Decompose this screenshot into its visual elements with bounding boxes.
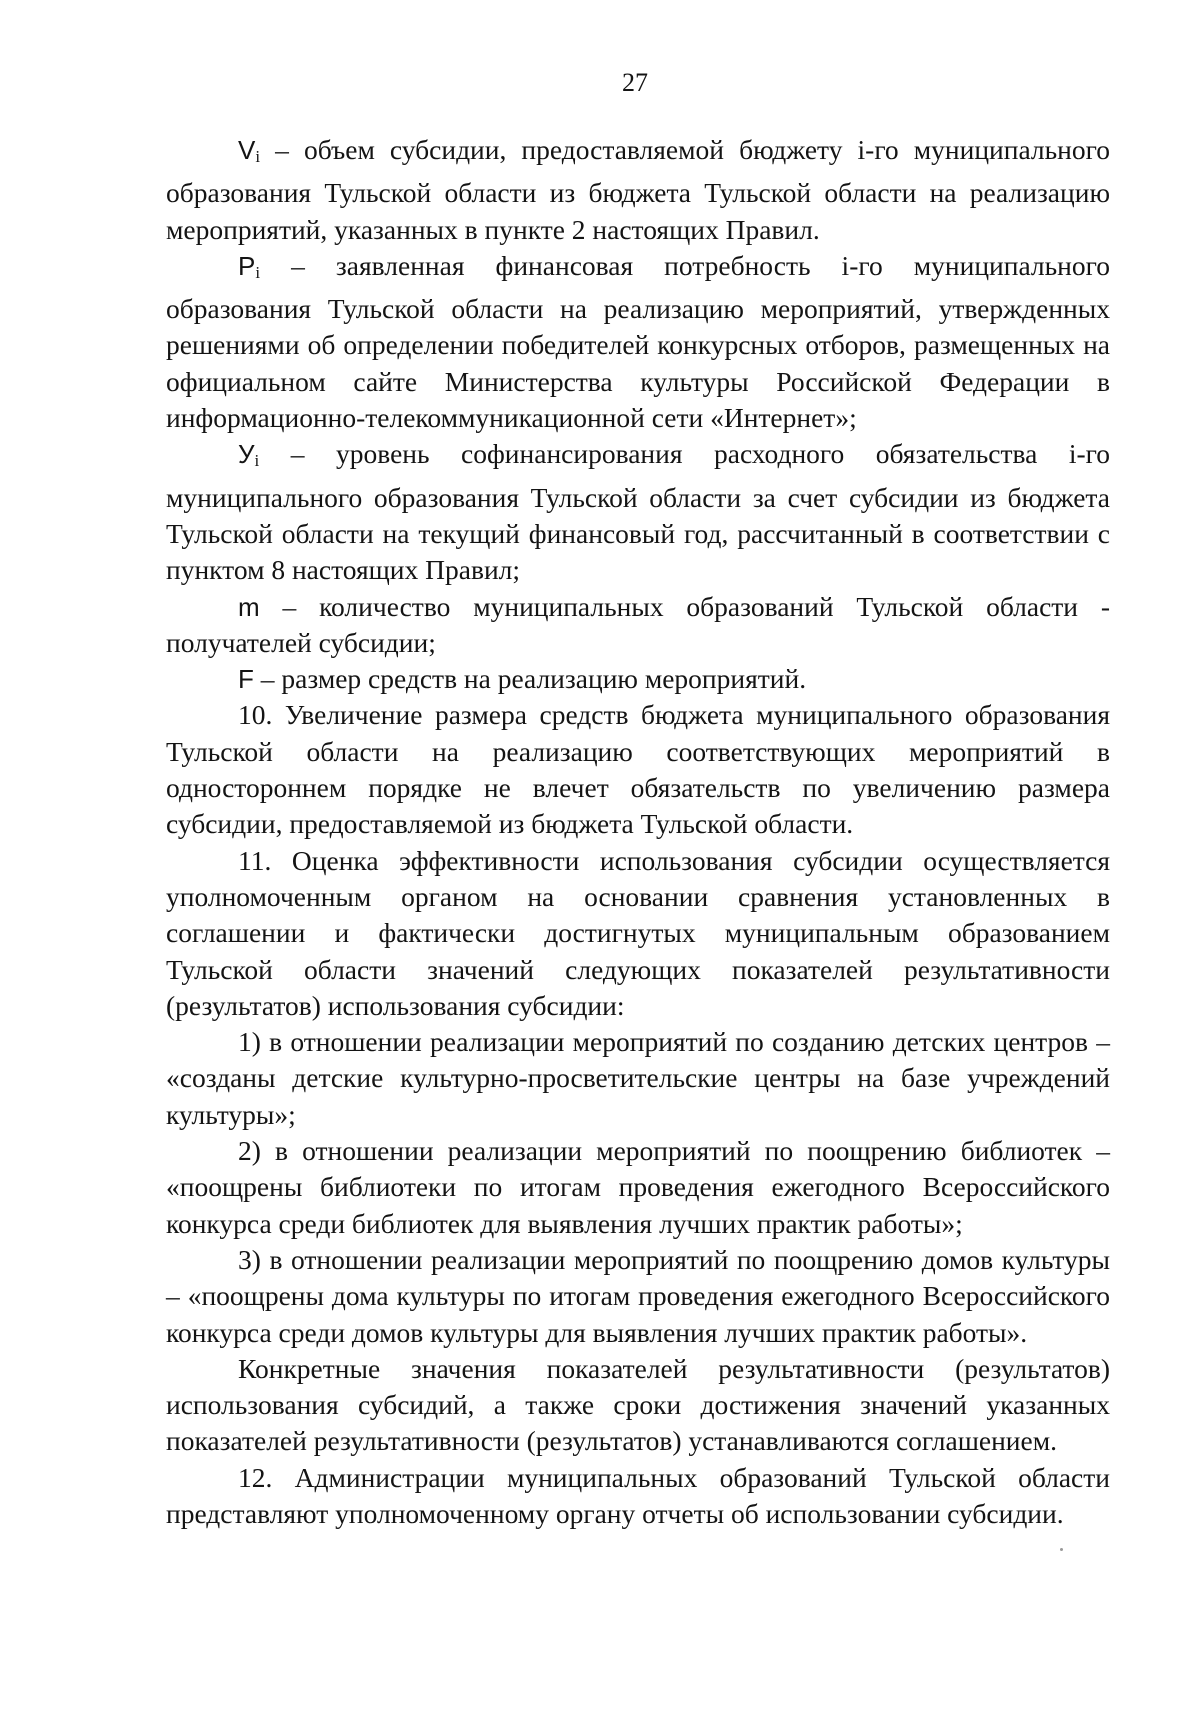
paragraph-11: 11. Оценка эффективности использования субсидии осуществляется уполномоченным органом на основании сравнения установленных в соглашении и фактически достигнутых муниципальным образованием Тульской области значений следующих показателей результативности (результатов) использования субсидии: [166, 844, 1110, 1021]
subscript-i: i [255, 147, 261, 166]
paragraph-11-item-2: 2) в отношении реализации мероприятий по поощрению библиотек – «поощрены библиотеки по итогам проведения ежегодного Всероссийского конкурса среди библиотек для выявления лучших практик работы»; [166, 1135, 1110, 1239]
paragraph-pi-definition [166, 248, 1110, 436]
paragraph-text: – уровень софинансирования расходного обязательства i-го муниципального образования Тульской области за счет субсидии из бюджета Тульской области на текущий финансовый год, рассчитанный в соответствии с пунктом 8 настоящих Правил; [166, 438, 1110, 586]
paragraph-12: 12. Администрации муниципальных образований Тульской области представляют уполномоченному органу отчеты об использовании субсидии. [166, 1461, 1110, 1529]
paragraph-f-definition [166, 661, 1110, 697]
paragraph-text: – заявленная финансовая потребность i-го муниципального образования Тульской области на реализацию мероприятий, утвержденных решениями об определении победителей конкурсных отборов, размещенных на официальном сайте Министерства культуры Российской Федерации в информационно-телекоммуникационной сети «Интернет»; [166, 249, 1110, 434]
paragraph-m-definition [166, 589, 1110, 662]
document-body [166, 132, 1110, 1532]
paragraph-vi-definition [166, 132, 1110, 248]
page-number: 27 [622, 68, 648, 97]
paragraph-10: 10. Увеличение размера средств бюджета муниципального образования Тульской области на реализацию соответствующих мероприятий в одностороннем порядке не влечет обязательств по увеличению размера субсидии, предоставляемой из бюджета Тульской области. [166, 699, 1110, 840]
paragraph-text: – объем субсидии, предоставляемой бюджету i-го муниципального образования Тульской области из бюджета Тульской области на реализацию мероприятий, указанных в пункте 2 настоящих Правил. [166, 134, 1110, 245]
symbol-v: V [238, 135, 256, 165]
scan-speck [1060, 1548, 1063, 1551]
symbol-p: P [238, 250, 256, 281]
paragraph-11-item-1: 1) в отношении реализации мероприятий по созданию детских центров – «созданы детские культурно-просветительские центры на базе учреждений культуры»; [166, 1026, 1110, 1130]
paragraph-text: – размер средств на реализацию мероприятий. [253, 663, 807, 695]
paragraph-11-values: Конкретные значения показателей результативности (результатов) использования субсидий, а также сроки достижения значений указанных показателей результативности (результатов) устанавливаются соглашением. [166, 1352, 1110, 1457]
paragraph-text: – количество муниципальных образований Тульской области - получателей субсидии; [166, 590, 1110, 658]
symbol-f: F [238, 664, 254, 695]
subscript-i: i [255, 262, 261, 282]
symbol-m: m [238, 591, 260, 622]
symbol-u: У [238, 439, 255, 470]
subscript-i: i [254, 451, 260, 471]
paragraph-11-item-3: 3) в отношении реализации мероприятий по поощрению домов культуры – «поощрены дома культуры по итогам проведения ежегодного Всероссийского конкурса среди домов культуры для выявления лучших практик работы». [166, 1243, 1110, 1348]
paragraph-ui-definition [166, 436, 1110, 588]
